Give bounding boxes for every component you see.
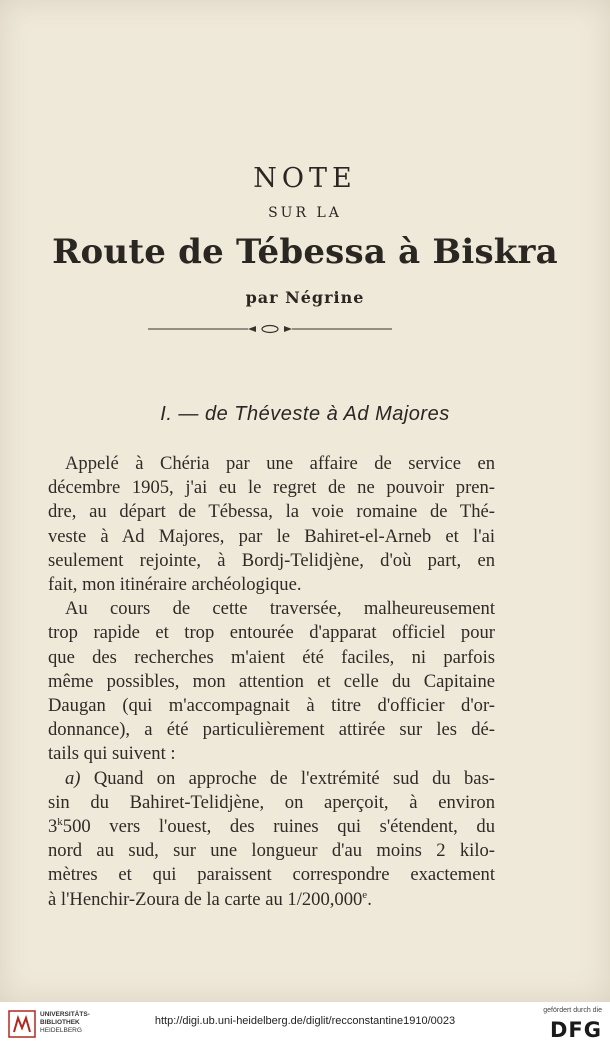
- footer-bar: [0, 1002, 610, 1046]
- heading-note: NOTE: [253, 163, 357, 194]
- heading-sur-la: SUR LA: [268, 205, 342, 221]
- library-line: UNIVERSITÄTS-: [40, 1011, 90, 1018]
- text-line: décembre 1905, j'ai eu le regret de ne pouvoir pren-: [48, 477, 495, 499]
- paragraph-3: [48, 767, 495, 912]
- section-heading: I. — de Théveste à Ad Majores: [160, 403, 450, 425]
- text-line: sin du Bahiret-Telidjène, on aperçoit, à environ: [48, 791, 495, 813]
- author-line: par Négrine: [245, 288, 365, 307]
- text-line: mètres et qui paraissent correspondre exactement: [48, 864, 495, 886]
- text-line: Appelé à Chéria par une affaire de service en: [65, 453, 495, 474]
- superscript-e: e: [362, 888, 368, 901]
- ornament-divider-icon: [148, 322, 392, 336]
- distance-unit: k: [57, 815, 63, 828]
- page-title: Route de Tébessa à Biskra: [52, 232, 558, 272]
- text-line: nord au sud, sur une longueur d'au moins 2 kilo-: [48, 840, 495, 862]
- text-line: [48, 888, 495, 912]
- text-fragment: à l'Henchir-Zoura de la carte au 1/200,000: [48, 888, 363, 910]
- paragraph-2: [48, 597, 495, 766]
- text-fragment: Quand on approche de l'extrémité sud du bas-: [80, 767, 495, 789]
- text-line: seulement rejointe, à Bordj-Telidjène, d'où part, en: [48, 549, 495, 571]
- body-text: [48, 452, 495, 912]
- text-line: donnance), a été particulièrement attirée sur les dé-: [48, 719, 495, 741]
- text-line: veste à Ad Majores, par le Bahiret-el-Arneb et l'ai: [48, 525, 495, 547]
- source-url-link[interactable]: http://digi.ub.uni-heidelberg.de/diglit/recconstantine1910/0023: [154, 1015, 456, 1027]
- text-line: tails qui suivent :: [48, 743, 176, 765]
- library-line: HEIDELBERG: [40, 1027, 82, 1034]
- dfg-logo: DFG: [549, 1018, 602, 1042]
- text-line: [48, 767, 495, 791]
- text-line: Daugan (qui m'accompagnait à titre d'officier d'or-: [48, 695, 495, 717]
- text-line: dre, au départ de Tébessa, la voie romaine de Thé-: [48, 501, 495, 523]
- text-line: [48, 815, 495, 839]
- text-fragment: 500 vers l'ouest, des ruines qui s'étendent, du: [62, 816, 495, 838]
- text-line: trop rapide et trop entourée d'apparat officiel pour: [48, 622, 495, 644]
- library-line: BIBLIOTHEK: [40, 1019, 80, 1026]
- text-line: fait, mon itinéraire archéologique.: [48, 574, 302, 596]
- paragraph-1: [48, 452, 495, 597]
- text-line: même possibles, mon attention et celle du Capitaine: [48, 670, 495, 692]
- funding-note: gefördert durch die: [543, 1007, 602, 1014]
- text-line: Au cours de cette traversée, malheureusement: [65, 598, 495, 620]
- text-fragment: .: [367, 888, 372, 910]
- distance-number: 3: [48, 816, 58, 838]
- text-line: que des recherches m'aient été faciles, ni parfois: [48, 646, 495, 668]
- list-marker: a): [65, 767, 81, 789]
